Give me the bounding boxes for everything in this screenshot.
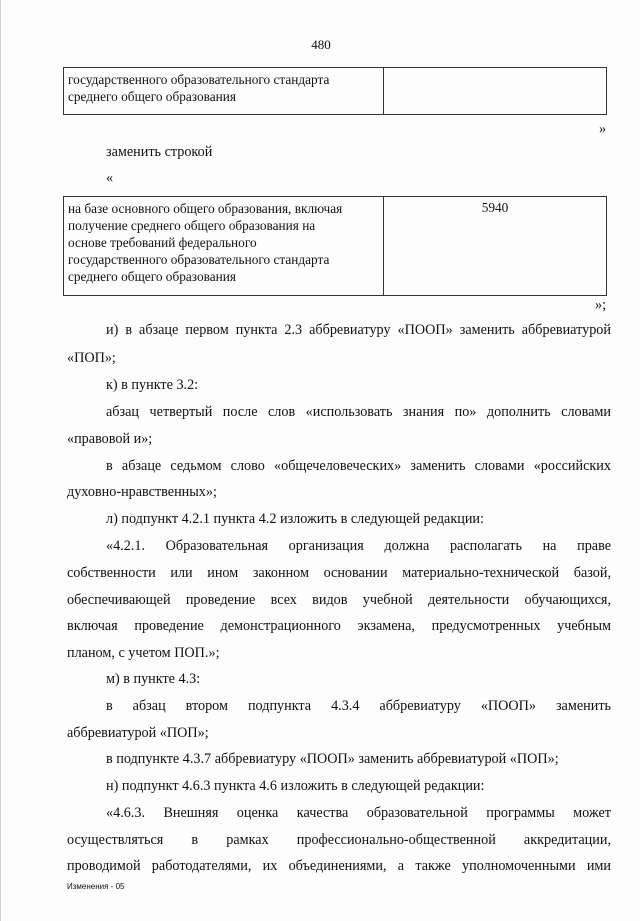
closing-quote-semicolon: »; [595, 297, 607, 313]
item-i-line-1: и) в абзаце первом пункта 2.3 аббревиатуру «ПООП» заменить аббревиатурой [106, 322, 611, 338]
old-row-table [63, 67, 607, 115]
item-k-para-1-line-1: абзац четвертый после слов «использовать знания по» дополнить словами [106, 404, 611, 420]
old-row-value [384, 68, 606, 114]
footer-label: Изменения - 05 [67, 882, 125, 891]
quote-463-line-2: осуществляться в рамках профессионально-общественной аккредитации, [67, 832, 611, 848]
quote-421-line-5: планом, с учетом ПОП.»; [67, 645, 220, 661]
item-m-para-1-line-2: аббревиатурой «ПОП»; [67, 725, 209, 741]
quote-421-line-2: собственности или ином законном основании материально-технической базой, [67, 565, 611, 581]
new-row-table [63, 196, 607, 296]
item-l: л) подпункт 4.2.1 пункта 4.2 изложить в следующей редакции: [106, 511, 484, 527]
item-k-para-2-line-1: в абзаце седьмом слово «общечеловеческих» заменить словами «российских [106, 458, 611, 474]
closing-quote: » [599, 121, 607, 137]
replace-label: заменить строкой [106, 144, 213, 160]
item-m: м) в пункте 4.3: [106, 671, 201, 687]
item-k-para-2-line-2: духовно-нравственных»; [67, 484, 217, 500]
new-row-value: 5940 [481, 200, 509, 215]
new-row-description: на базе основного общего образования, включая получение среднего общего образования на основе требований федерального государственного образовательного стандарта среднего общего образования [64, 197, 384, 295]
page-number: 480 [311, 37, 331, 52]
quote-463-line-1: «4.6.3. Внешняя оценка качества образовательной программы может [106, 805, 611, 821]
quote-421-line-3: обеспечивающей проведение всех видов учебной деятельности обучающихся, [67, 592, 611, 608]
opening-quote: « [106, 170, 114, 186]
quote-421-line-1: «4.2.1. Образовательная организация должна располагать на праве [106, 538, 611, 554]
quote-463-line-3: проводимой работодателями, их объединениями, а также уполномоченными ими [67, 858, 611, 874]
item-k-para-1-line-2: «правовой и»; [67, 431, 153, 447]
item-m-para-2: в подпункте 4.3.7 аббревиатуру «ПООП» заменить аббревиатурой «ПОП»; [106, 751, 559, 767]
item-k: к) в пункте 3.2: [106, 377, 199, 393]
item-n: н) подпункт 4.6.3 пункта 4.6 изложить в следующей редакции: [106, 778, 485, 794]
quote-421-line-4: включая проведение демонстрационного экзамена, предусмотренных учебным [67, 618, 611, 634]
old-row-description: государственного образовательного стандарта среднего общего образования [64, 68, 384, 114]
item-m-para-1-line-1: в абзац втором подпункта 4.3.4 аббревиатуру «ПООП» заменить [106, 698, 611, 714]
item-i-line-2: «ПОП»; [67, 350, 116, 366]
